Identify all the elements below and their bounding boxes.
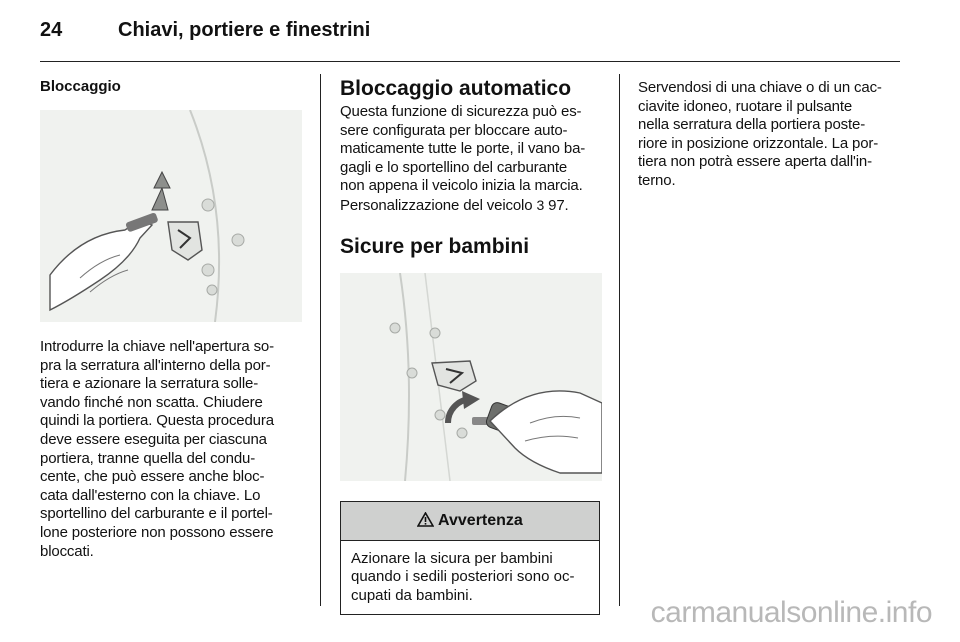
- page-number: 24: [40, 19, 63, 41]
- warning-title: Avvertenza: [438, 511, 523, 529]
- column-3: [638, 74, 902, 191]
- column-divider-left: [320, 74, 321, 606]
- door-lock-key-illustration: [40, 110, 302, 322]
- warning-text: Azionare la sicura per bambini quando i sedili posteriori sono oc- cupati da bambini.: [351, 549, 575, 604]
- column-1: [40, 74, 302, 561]
- chapter-title: Chiavi, portiere e finestrini: [118, 19, 371, 41]
- paragraph-bloccaggio-automatico: Questa funzione di sicurezza può es- sere configurata per bloccare auto- maticamente tutte le porte, il vano ba- gagli e lo sportellino del carburante non appena il veicolo inizia la marcia. Personalizzazione del veicolo 3 97.: [340, 103, 586, 214]
- warning-triangle-icon: [417, 512, 438, 529]
- child-lock-key-illustration: [340, 273, 602, 481]
- column-divider-right: [619, 74, 620, 606]
- warning-header: [341, 502, 599, 541]
- page-reference-link[interactable]: Personalizzazione del veicolo 3 97.: [340, 196, 569, 214]
- watermark-logo: carmanualsonline.info: [650, 596, 932, 629]
- column-2: [340, 74, 602, 615]
- warning-box: [340, 501, 600, 616]
- paragraph-sicure-bambini: Servendosi di una chiave o di un cac- ciavite idoneo, ruotare il pulsante nella serratura della portiera poste- riore in posizione orizzontale. La por- tiera non potrà essere aperta dall'in- terno.: [638, 79, 882, 189]
- section-heading-bloccaggio-automatico: Bloccaggio automatico: [340, 77, 572, 100]
- section-heading-sicure-bambini: Sicure per bambini: [340, 234, 530, 258]
- paragraph-bloccaggio: Introdurre la chiave nell'apertura so- pra la serratura all'interno della por- tiera e azionare la serratura solle- vando finché non scatta. Chiudere quindi la portiera. Questa procedura deve essere eseguita per ciascuna portiera, tranne quella del condu- cente, che può essere anche bloc- cata dall'esterno con la chiave. Lo sportellino del carburante e il portel- lone posteriore non possono essere bloccati.: [40, 338, 274, 560]
- reference-arrow-icon: 3: [536, 196, 545, 213]
- section-heading-bloccaggio: Bloccaggio: [40, 78, 121, 95]
- header-rule: [40, 61, 900, 62]
